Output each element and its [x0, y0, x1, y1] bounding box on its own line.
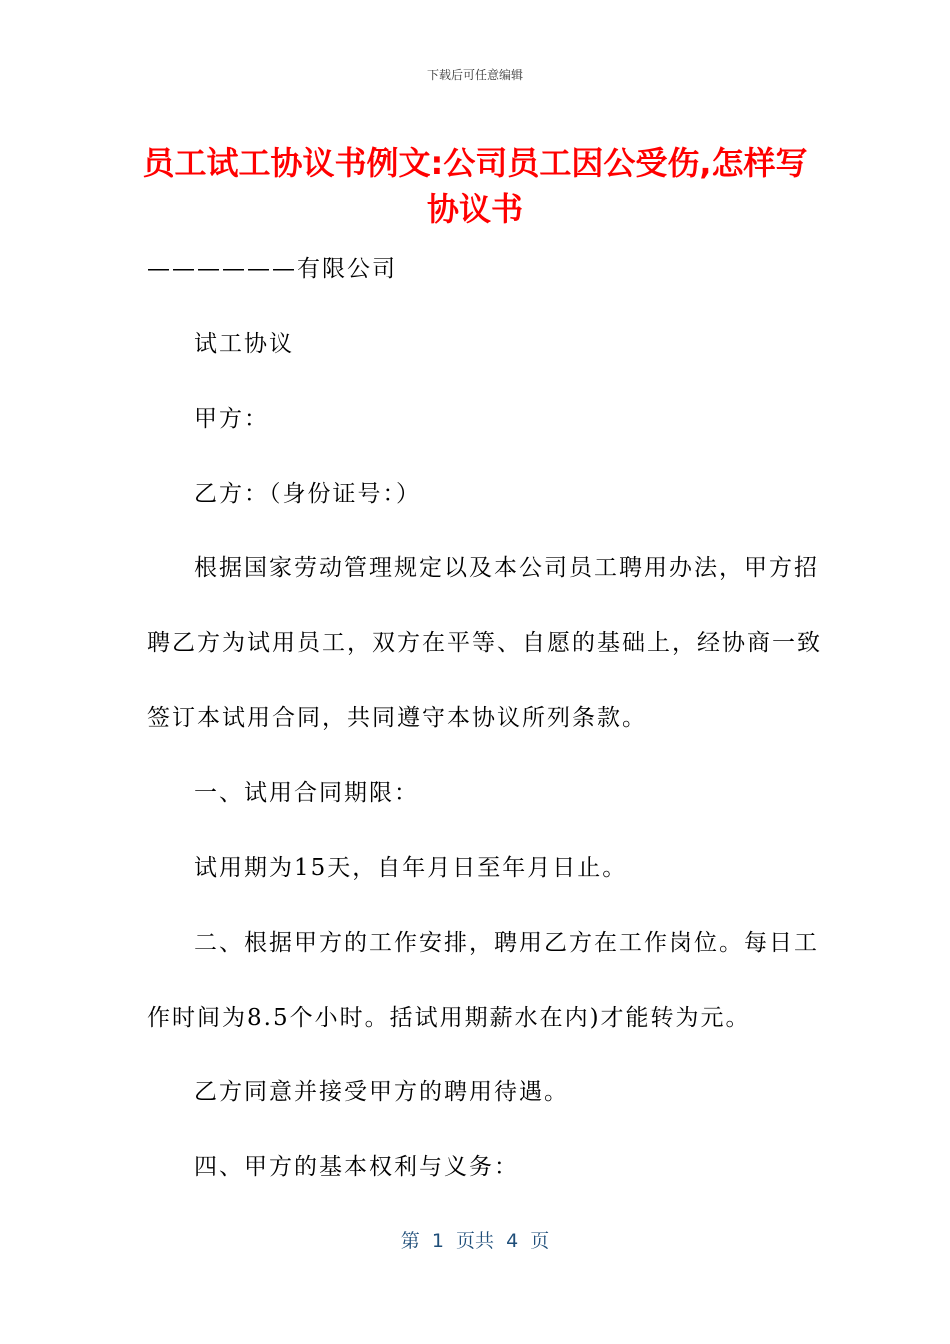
paragraph-line: 聘乙方为试用员工，双方在平等、自愿的基础上，经协商一致 [147, 630, 822, 656]
paragraph-line: 签订本试用合同，共同遵守本协议所列条款。 [147, 705, 647, 731]
paragraph-line: 二、根据甲方的工作安排，聘用乙方在工作岗位。每日工 [194, 930, 819, 956]
paragraph-line: 一、试用合同期限： [194, 780, 419, 806]
paragraph-line: 试工协议 [194, 331, 294, 357]
header-note: 下载后可任意编辑 [426, 68, 523, 82]
paragraph-line: 根据国家劳动管理规定以及本公司员工聘用办法，甲方招 [194, 555, 819, 581]
page-number-footer: 第 1 页共 4 页 [400, 1230, 550, 1252]
paragraph-line: 作时间为8.5个小时。括试用期薪水在内)才能转为元。 [147, 1005, 751, 1031]
paragraph-line: 试用期为15天，自年月日至年月日止。 [194, 855, 628, 881]
paragraph-line: 乙方同意并接受甲方的聘用待遇。 [194, 1079, 569, 1105]
paragraph-line: 乙方：（身份证号：） [194, 481, 421, 507]
company-line: ——————有限公司 [147, 256, 397, 282]
document-title: 员工试工协议书例文:公司员工因公受伤,怎样写协议书 [142, 144, 808, 228]
paragraph-line: 甲方： [194, 406, 269, 432]
paragraph-line: 四、甲方的基本权利与义务： [194, 1154, 519, 1180]
